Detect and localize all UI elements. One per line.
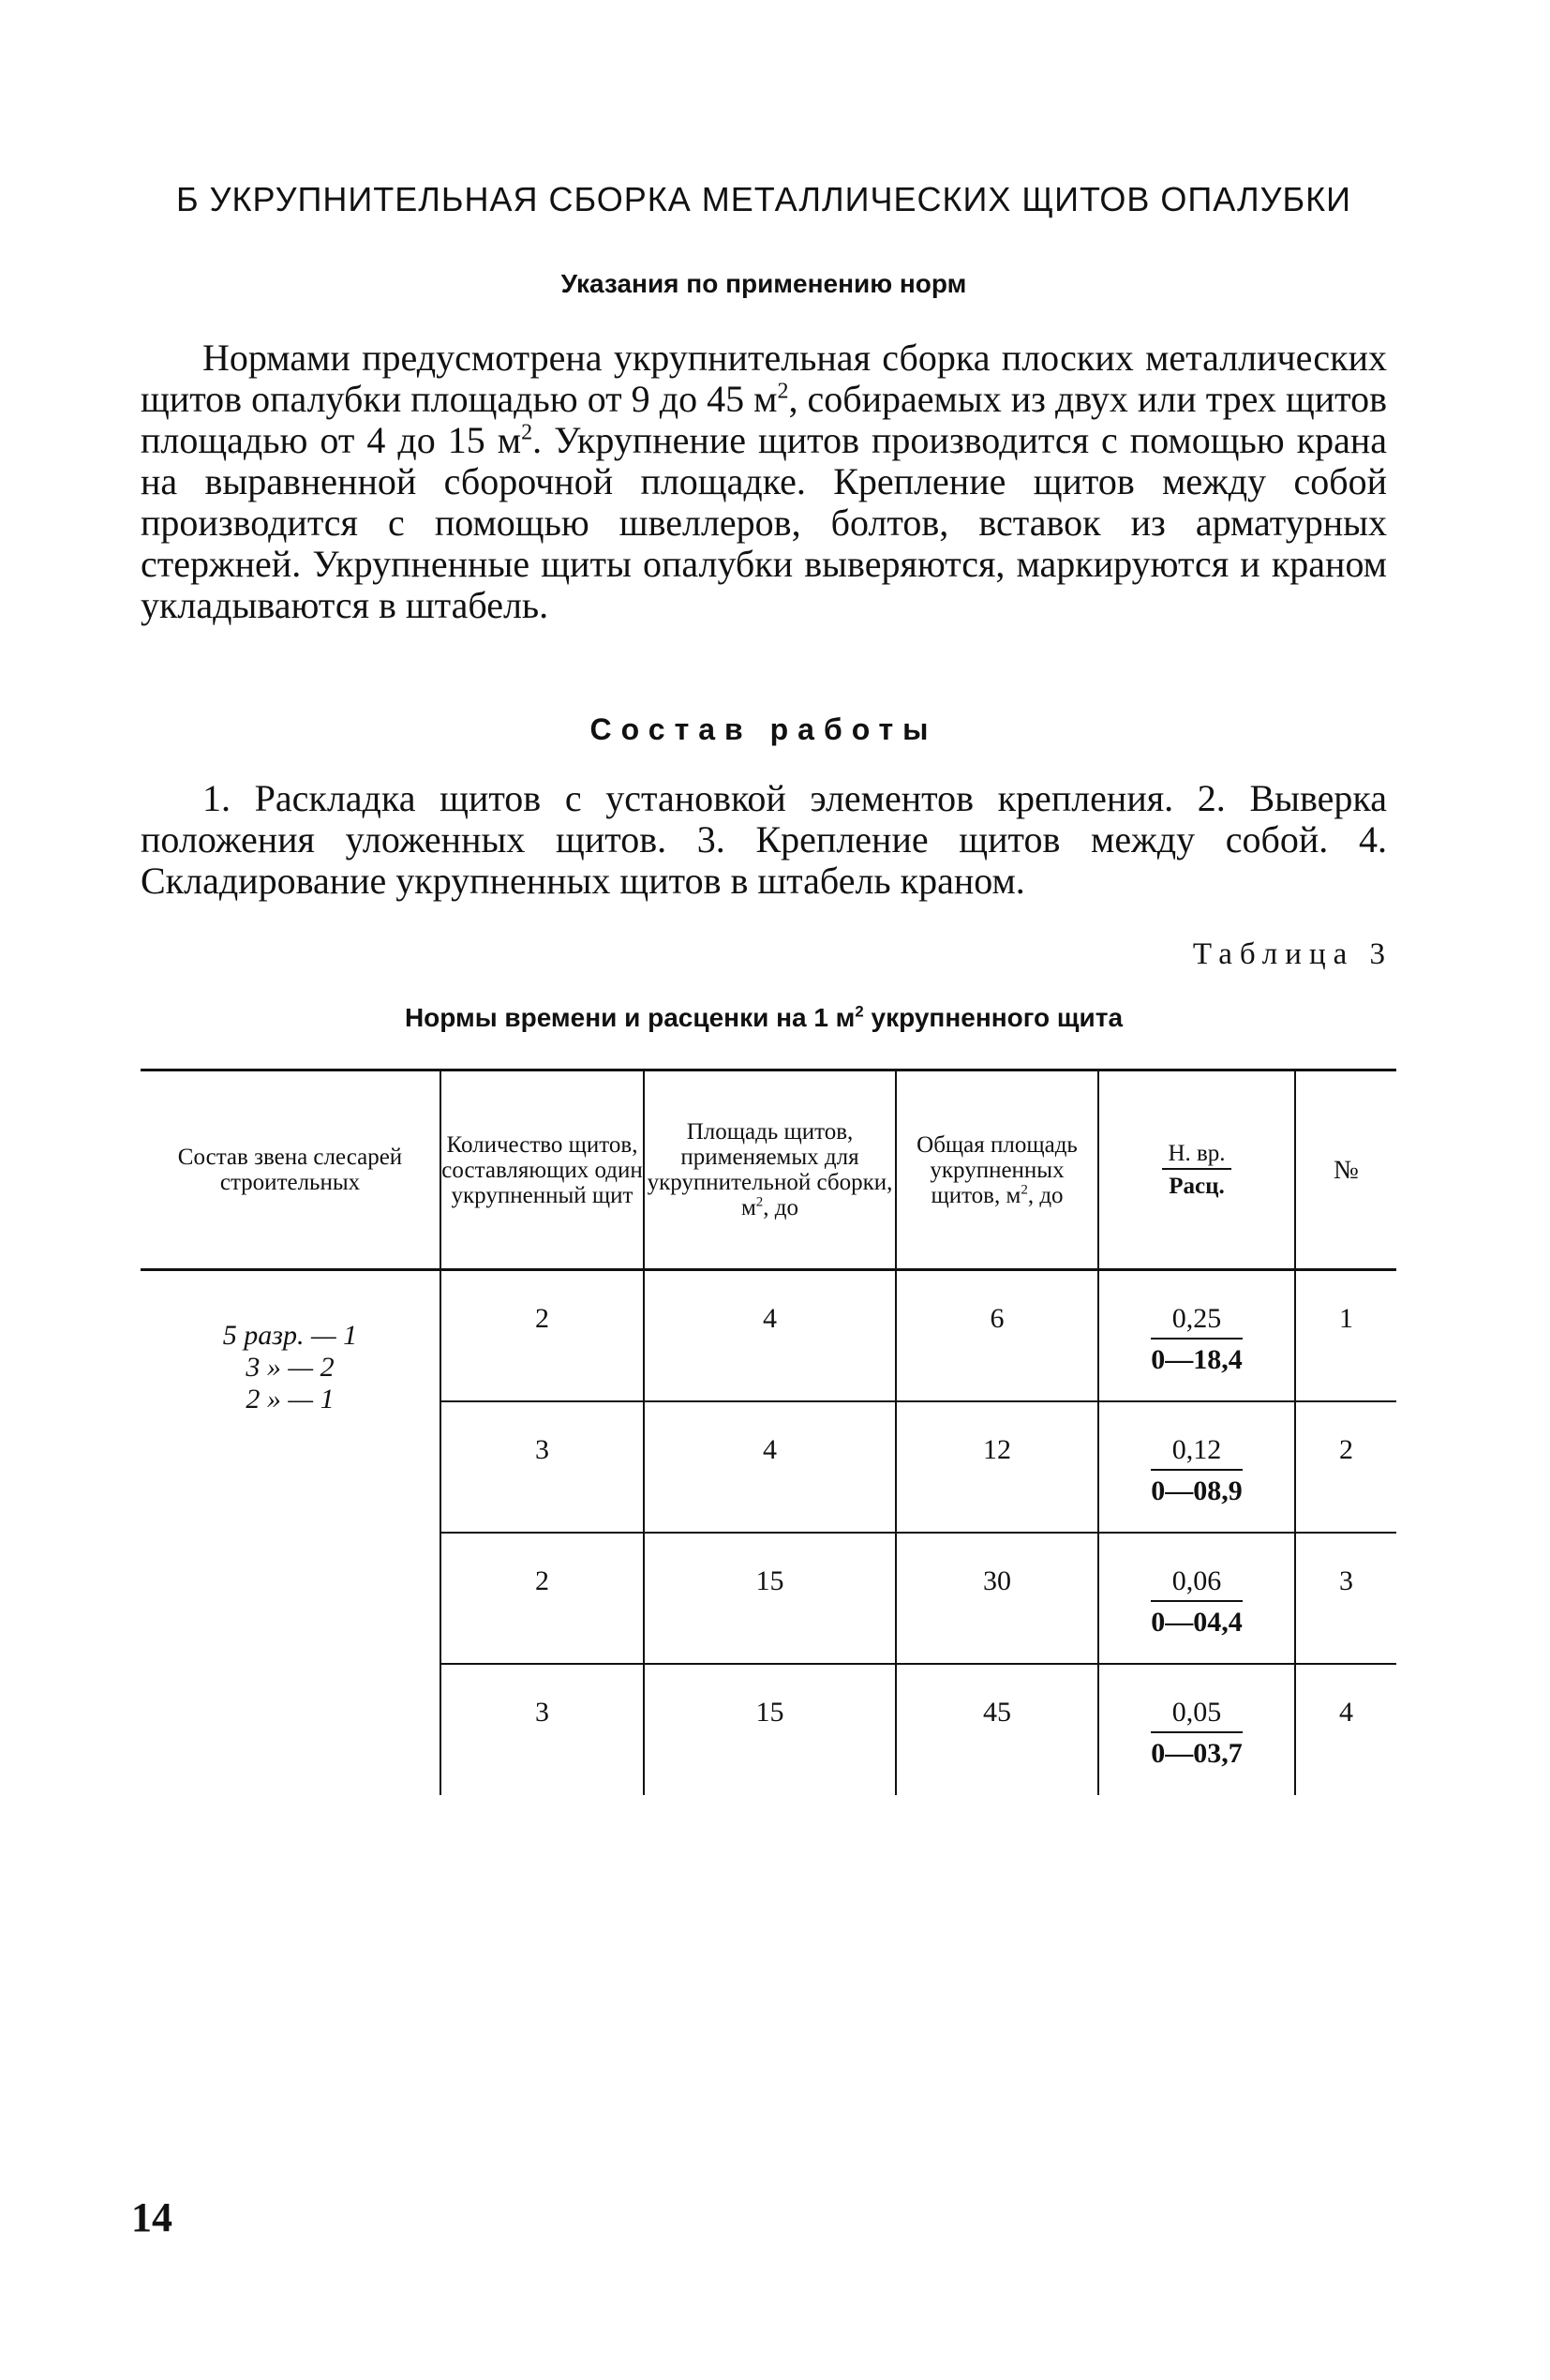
header-total-area: Общая площадь укрупненных щитов, $м^2$, до: [896, 1070, 1098, 1270]
area-cell: 15: [644, 1664, 896, 1795]
header-count: Количество щитов, составляющих один укрупненный щит: [440, 1070, 644, 1270]
section-title: Б УКРУПНИТЕЛЬНАЯ СБОРКА МЕТАЛЛИЧЕСКИХ ЩИТОВ ОПАЛУБКИ: [175, 180, 1352, 218]
total-area-cell: 12: [896, 1401, 1098, 1533]
area-cell: 4: [644, 1401, 896, 1533]
count-cell: 2: [440, 1270, 644, 1401]
rate: 0—18,4: [1151, 1344, 1243, 1375]
row-number: 1: [1295, 1270, 1396, 1401]
superscript: 2: [521, 420, 533, 445]
table-row: [141, 1270, 1396, 1401]
norm-cell: [1098, 1664, 1295, 1795]
norm-cell: [1098, 1533, 1295, 1664]
work-heading: Состав работы: [589, 712, 938, 746]
time-norm: 0,25: [1151, 1303, 1243, 1340]
rate: 0—03,7: [1151, 1737, 1243, 1769]
guidance-heading: Указания по применению норм: [560, 269, 967, 298]
table-title-text-end: укрупненного щита: [863, 1003, 1124, 1032]
time-norm: 0,06: [1151, 1565, 1243, 1602]
count-cell: 3: [440, 1664, 644, 1795]
guidance-text-part3: . Укрупнение щитов производится с помощью крана на выравненной сборочной площадке. Крепление щитов между собой производится с помощью швеллеров, болтов, вставок из арматурных стержней. Укрупненные щиты опалубки выверяются, маркируются и краном укладываются в штабель.: [141, 419, 1388, 626]
row-number: 2: [1295, 1401, 1396, 1533]
superscript: 2: [777, 379, 789, 404]
norm-cell: [1098, 1401, 1295, 1533]
area-cell: 4: [644, 1270, 896, 1401]
header-crew: Состав звена слесарей строительных: [141, 1070, 440, 1270]
total-area-cell: 6: [896, 1270, 1098, 1401]
header-area: Площадь щитов, применяемых для укрупнительной сборки, $м^2$, до: [644, 1070, 896, 1270]
crew-cell: [141, 1270, 440, 1795]
rate: 0—08,9: [1151, 1474, 1243, 1506]
norms-table: [141, 1069, 1396, 1795]
header-norm: $\frac{Н. вр.}{\text{Расц.}}$: [1098, 1070, 1295, 1270]
crew-line: 5 разр. — 1: [222, 1320, 358, 1351]
area-cell: 15: [644, 1533, 896, 1664]
count-cell: 3: [440, 1401, 644, 1533]
total-area-cell: 45: [896, 1664, 1098, 1795]
rate: 0—04,4: [1151, 1606, 1243, 1638]
guidance-text-part1: Нормами предусмотрена укрупнительная сборка плоских металлических щитов опалубки площадью от 9 до 45 м: [141, 337, 1387, 420]
work-paragraph: 1. Раскладка щитов с установкой элементов крепления. 2. Выверка положения уложенных щитов. 3. Крепление щитов между собой. 4. Складирование укрупненных щитов в штабель краном.: [141, 777, 1387, 902]
page-number: 14: [131, 2194, 172, 2240]
time-norm: 0,12: [1151, 1434, 1243, 1471]
row-number: 4: [1295, 1664, 1396, 1795]
norm-cell: [1098, 1270, 1295, 1401]
table-title-text: Нормы времени и расценки на 1 м: [404, 1003, 856, 1032]
time-norm: 0,05: [1151, 1697, 1243, 1733]
superscript: 2: [855, 1002, 864, 1021]
total-area-cell: 30: [896, 1533, 1098, 1664]
table-label: Таблица 3: [1192, 937, 1393, 971]
table-header-row: [141, 1070, 1396, 1270]
count-cell: 2: [440, 1533, 644, 1664]
crew-line: 2 » — 1: [246, 1384, 335, 1415]
guidance-paragraph: [141, 337, 1387, 626]
row-number: 3: [1295, 1533, 1396, 1664]
header-number: №: [1295, 1070, 1396, 1270]
guidance-text-part2: , собираемых из двух или трех щитов площадью от 4 до 15 м: [141, 378, 1387, 461]
table-title: [141, 1003, 1387, 1033]
crew-line: 3 » — 2: [246, 1352, 335, 1383]
